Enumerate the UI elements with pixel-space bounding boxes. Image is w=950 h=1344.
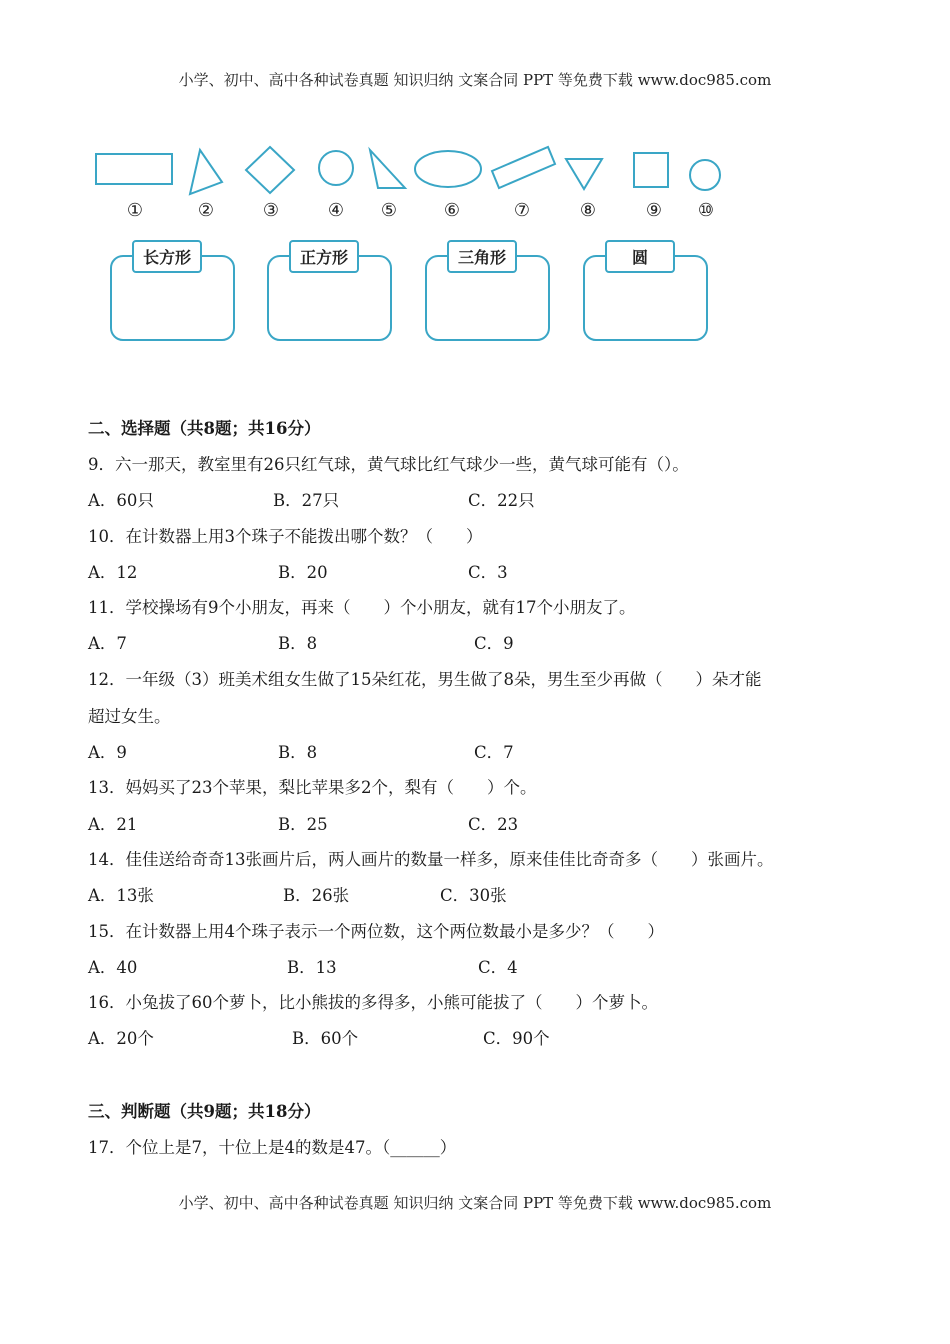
shape-number: ①: [126, 200, 144, 221]
option-b: B．8: [278, 634, 318, 653]
option-b: B．8: [278, 743, 318, 762]
question-text: 9．六一那天，教室里有26只红气球，黄气球比红气球少一些，黄气球可能有（）。: [88, 455, 689, 474]
option-a: A．12: [88, 563, 138, 582]
shape-number: ⑥: [443, 200, 461, 221]
shape-number: ②: [197, 200, 215, 221]
shape-rectangle: [96, 154, 172, 184]
question-text: 16．小兔拔了60个萝卜，比小熊拔的多得多，小熊可能拔了（ ）个萝卜。: [88, 993, 658, 1012]
category-label: 三角形: [457, 248, 507, 267]
option-b: B．13: [287, 958, 337, 977]
question-text: 11．学校操场有9个小朋友，再来（ ）个小朋友，就有17个小朋友了。: [88, 598, 636, 617]
option-b: B．20: [278, 563, 328, 582]
option-b: B．60个: [292, 1029, 359, 1048]
shape-number: ⑧: [579, 200, 597, 221]
shape-diamond: [246, 147, 294, 193]
shape-number: ④: [327, 200, 345, 221]
option-c: C．90个: [483, 1029, 550, 1048]
option-b: B．25: [278, 815, 328, 834]
question-text: 14．佳佳送给奇奇13张画片后，两人画片的数量一样多，原来佳佳比奇奇多（ ）张画片。: [88, 850, 774, 869]
page-footer: 小学、初中、高中各种试卷真题 知识归纳 文案合同 PPT 等免费下载 www.doc985.com: [178, 1194, 772, 1212]
section-title: 三、判断题（共9题；共18分）: [88, 1102, 321, 1121]
option-a: A．21: [88, 815, 138, 834]
shape-square: [634, 153, 668, 187]
option-a: A．13张: [88, 886, 154, 905]
section-title: 二、选择题（共8题；共16分）: [88, 419, 321, 438]
question-text: 10．在计数器上用3个珠子不能拨出哪个数？（ ）: [88, 527, 483, 546]
shape-ellipse: [415, 151, 481, 187]
page-header: 小学、初中、高中各种试卷真题 知识归纳 文案合同 PPT 等免费下载 www.doc985.com: [178, 71, 772, 89]
category-label: 圆: [631, 248, 649, 267]
option-c: C．9: [474, 634, 514, 653]
option-c: C．4: [478, 958, 518, 977]
option-c: C．30张: [440, 886, 507, 905]
question-text: 15．在计数器上用4个珠子表示一个两位数，这个两位数最小是多少？（ ）: [88, 922, 664, 941]
question-text: 17．个位上是7，十位上是4的数是47。（______）: [88, 1138, 457, 1157]
option-b: B．27只: [273, 491, 340, 510]
shape-tilted-rectangle: [492, 147, 555, 188]
question-text: 13．妈妈买了23个苹果，梨比苹果多2个，梨有（ ）个。: [88, 778, 537, 797]
shape-circle: [319, 151, 353, 185]
shape-number: ⑨: [645, 200, 663, 221]
option-b: B．26张: [283, 886, 350, 905]
question-text-continued: 超过女生。: [88, 707, 171, 726]
option-c: C．3: [468, 563, 508, 582]
shape-number: ③: [262, 200, 280, 221]
option-a: A．20个: [88, 1029, 154, 1048]
shape-number: ⑩: [697, 200, 715, 221]
question-text: 12．一年级（3）班美术组女生做了15朵红花，男生做了8朵，男生至少再做（ ）朵才能: [88, 670, 762, 689]
category-label: 正方形: [299, 248, 349, 267]
shape-triangle: [370, 150, 405, 188]
shape-circle: [690, 160, 720, 190]
option-a: A．7: [88, 634, 127, 653]
shape-number: ⑦: [513, 200, 531, 221]
shape-inverted-triangle: [566, 159, 602, 189]
shape-triangle: [190, 150, 222, 194]
category-label: 长方形: [142, 248, 192, 267]
option-c: C．7: [474, 743, 514, 762]
option-a: A．40: [88, 958, 138, 977]
option-a: A．60只: [88, 491, 154, 510]
option-c: C．22只: [468, 491, 535, 510]
shape-number: ⑤: [380, 200, 398, 221]
shapes-figure: [88, 138, 738, 353]
option-c: C．23: [468, 815, 519, 834]
option-a: A．9: [88, 743, 127, 762]
